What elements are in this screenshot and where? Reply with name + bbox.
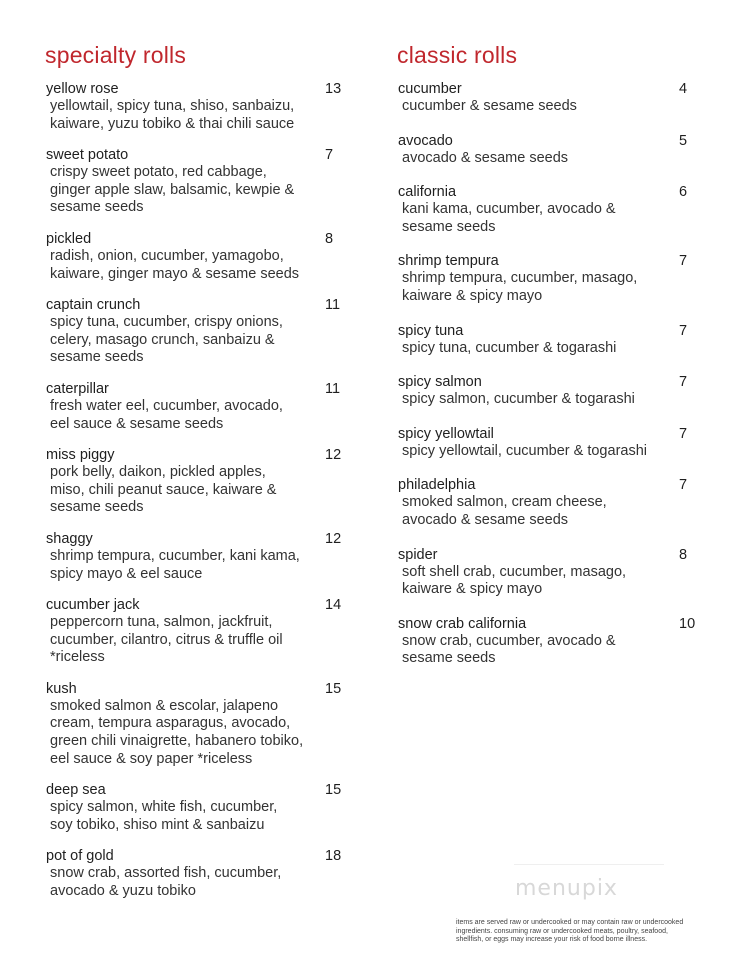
menu-item-price: 12 <box>325 447 342 464</box>
menu-item-description: spicy tuna, cucumber & togarashi <box>402 339 617 356</box>
menu-item-name: miss piggy <box>46 447 115 464</box>
menu-item <box>398 253 698 305</box>
menu-item <box>398 133 698 168</box>
menu-item-description: *riceless <box>50 649 105 666</box>
menu-item-price: 7 <box>679 374 688 391</box>
menu-item-price: 7 <box>679 477 688 494</box>
menu-item-name: pot of gold <box>46 848 114 865</box>
classic-rolls-list <box>398 81 698 668</box>
menu-item-description: smoked salmon & escolar, jalapeno <box>50 697 279 714</box>
menu-item-price: 7 <box>679 322 688 339</box>
menu-item-price: 14 <box>325 597 342 614</box>
disclaimer-line: items are served raw or undercooked or may contain raw or undercooked <box>456 919 684 926</box>
disclaimer-line: shellfish, or eggs may increase your risk of food borne illness. <box>456 936 648 944</box>
menu-item-price: 5 <box>679 132 688 149</box>
menu-item-name: deep sea <box>46 782 106 799</box>
menu-item-description: sesame seeds <box>402 218 496 235</box>
menu-item <box>46 81 346 133</box>
menu-item <box>46 681 346 768</box>
menu-item-name: cucumber <box>398 81 462 97</box>
menu-item-description: sesame seeds <box>402 650 496 667</box>
classic-rolls-heading: classic rolls <box>397 42 518 68</box>
menu-item-description: smoked salmon, cream cheese, <box>402 494 607 511</box>
menu-item <box>46 782 346 834</box>
menu-item-description: soft shell crab, cucumber, masago, <box>402 563 627 580</box>
menu-item-description: peppercorn tuna, salmon, jackfruit, <box>50 614 273 631</box>
menu-item-description: avocado & sesame seeds <box>402 511 569 528</box>
menu-item <box>398 426 698 461</box>
menu-item-price: 11 <box>325 297 341 314</box>
menu-item-price: 8 <box>679 546 688 563</box>
menu-item-description: kani kama, cucumber, avocado & <box>402 201 616 218</box>
menu-item-name: spider <box>398 546 438 563</box>
menu-item-price: 13 <box>325 81 342 97</box>
menu-item-price: 15 <box>325 680 342 697</box>
menu-item-description: kaiware, ginger mayo & sesame seeds <box>50 265 300 282</box>
food-safety-disclaimer <box>456 919 716 945</box>
menu-item-name: california <box>398 184 457 201</box>
menu-item-description: spicy mayo & eel sauce <box>50 565 203 582</box>
specialty-rolls-heading: specialty rolls <box>45 42 187 68</box>
menu-item-description: yellowtail, spicy tuna, shiso, sanbaizu, <box>50 98 295 114</box>
menu-item <box>46 447 346 517</box>
menu-item-description: shrimp tempura, cucumber, masago, <box>402 270 638 287</box>
menu-item-description: crispy sweet potato, red cabbage, <box>50 164 267 181</box>
menu-item-description: avocado & yuzu tobiko <box>50 883 196 900</box>
menu-item-name: yellow rose <box>46 81 119 97</box>
watermark-divider <box>514 864 664 865</box>
menu-item-description: avocado & sesame seeds <box>402 149 569 166</box>
menu-item-description: kaiware & spicy mayo <box>402 581 543 598</box>
menu-item <box>398 184 698 236</box>
menu-item-description: shrimp tempura, cucumber, kani kama, <box>50 547 300 564</box>
menu-item-description: kaiware, yuzu tobiko & thai chili sauce <box>50 115 295 132</box>
menu-item-name: captain crunch <box>46 297 141 314</box>
menu-item-name: kush <box>46 680 77 697</box>
menu-item <box>398 323 698 358</box>
specialty-rolls-section <box>46 40 346 915</box>
menu-item <box>46 297 346 367</box>
menu-item-name: shrimp tempura <box>398 253 499 270</box>
menu-item-description: cream, tempura asparagus, avocado, <box>50 715 291 732</box>
menu-item-price: 15 <box>325 782 342 799</box>
classic-rolls-section <box>398 40 698 685</box>
menu-item-description: eel sauce & sesame seeds <box>50 415 224 432</box>
menu-item-description: soy tobiko, shiso mint & sanbaizu <box>50 816 265 833</box>
menu-item-description: spicy yellowtail, cucumber & togarashi <box>402 442 647 459</box>
menu-item <box>46 231 346 283</box>
specialty-rolls-list <box>46 81 346 901</box>
menu-item-name: pickled <box>46 230 92 247</box>
menu-item-description: spicy tuna, cucumber, crispy onions, <box>50 314 283 331</box>
menu-item-description: cucumber, cilantro, citrus & truffle oil <box>50 631 283 648</box>
menu-item <box>398 81 698 116</box>
menu-item-price: 4 <box>679 81 688 97</box>
menu-item-name: philadelphia <box>398 477 476 494</box>
menu-item-description: fresh water eel, cucumber, avocado, <box>50 397 283 414</box>
menu-item-name: sweet potato <box>46 147 129 164</box>
menu-item-description: radish, onion, cucumber, yamagobo, <box>50 247 284 264</box>
menu-item-price: 7 <box>679 425 688 442</box>
menu-item-description: celery, masago crunch, sanbaizu & <box>50 331 275 348</box>
menu-item-description: eel sauce & soy paper *riceless <box>50 750 253 767</box>
menu-item-description: snow crab, assorted fish, cucumber, <box>50 865 282 882</box>
disclaimer-line: ingredients. consuming raw or undercooked meats, poultry, seafood, <box>456 927 668 935</box>
menu-item-price: 11 <box>325 380 341 397</box>
menu-item-price: 8 <box>325 230 334 247</box>
menu-item-name: avocado <box>398 132 453 149</box>
menu-item-name: caterpillar <box>46 380 109 397</box>
menu-item-description: sesame seeds <box>50 199 144 216</box>
menu-item-name: shaggy <box>46 530 93 547</box>
menu-item-description: sesame seeds <box>50 349 144 366</box>
menu-item-price: 7 <box>325 147 334 164</box>
menu-item-description: snow crab, cucumber, avocado & <box>402 632 616 649</box>
menu-item-description: cucumber & sesame seeds <box>402 98 577 114</box>
menu-item-price: 6 <box>679 184 688 201</box>
menu-item-description: spicy salmon, cucumber & togarashi <box>402 391 635 408</box>
menu-item <box>398 616 698 668</box>
menu-item-price: 12 <box>325 530 342 547</box>
menu-item <box>398 374 698 409</box>
menu-item-name: spicy tuna <box>398 322 464 339</box>
menu-item <box>46 381 346 433</box>
menu-item-name: spicy yellowtail <box>398 425 494 442</box>
menu-item-name: snow crab california <box>398 615 527 632</box>
menu-item-price: 10 <box>679 615 696 632</box>
menu-item-description: sesame seeds <box>50 499 144 516</box>
menu-item <box>46 597 346 667</box>
menu-item-description: green chili vinaigrette, habanero tobiko, <box>50 733 304 750</box>
menu-item-description: ginger apple slaw, balsamic, kewpie & <box>50 181 295 198</box>
menu-item <box>398 477 698 529</box>
menu-item-description: pork belly, daikon, pickled apples, <box>50 464 266 481</box>
menu-item <box>398 547 698 599</box>
menu-item-description: kaiware & spicy mayo <box>402 287 543 304</box>
menu-item <box>46 147 346 217</box>
menu-item <box>46 531 346 583</box>
menu-item-description: miso, chili peanut sauce, kaiware & <box>50 481 277 498</box>
menu-item-name: cucumber jack <box>46 597 140 614</box>
menu-item-name: spicy salmon <box>398 374 482 391</box>
menu-item-price: 7 <box>679 253 688 270</box>
menu-item-description: spicy salmon, white fish, cucumber, <box>50 799 278 816</box>
menu-item <box>46 848 346 900</box>
menu-item-price: 18 <box>325 848 342 865</box>
menupix-watermark: menupix <box>515 876 618 901</box>
